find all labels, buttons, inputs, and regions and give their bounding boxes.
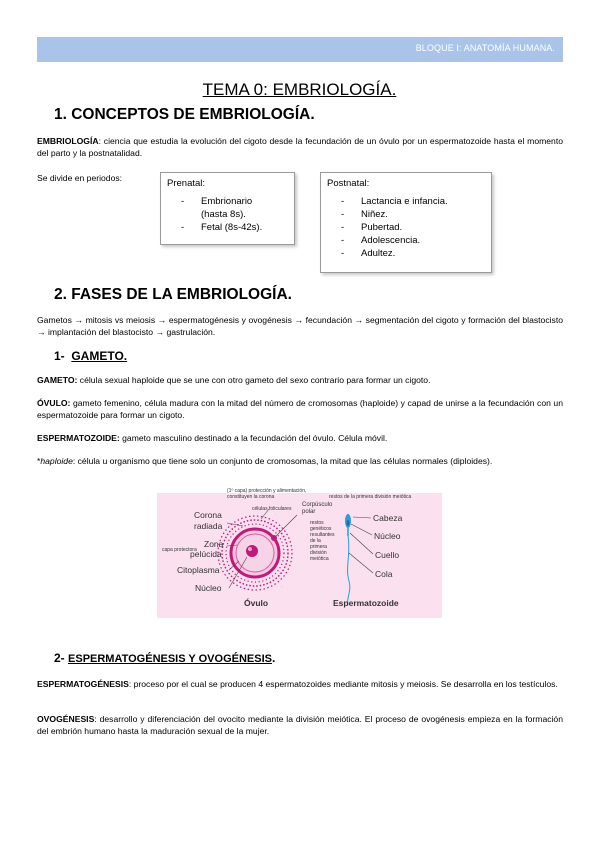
label-capa-protectora: capa protectora bbox=[162, 547, 197, 553]
page-title: TEMA 0: EMBRIOLOGÍA. bbox=[202, 80, 397, 99]
subheading-espermatogenesis bbox=[54, 651, 275, 665]
ovogenesis-text: : desarrollo y diferenciación del ovocito mediante la división meiótica. El proceso de ovogénesis empieza en la formación del embrión humano hasta la maduración sexual de la mujer. bbox=[37, 714, 563, 736]
prenatal-title: Prenatal: bbox=[167, 178, 206, 189]
postnatal-item: - Niñez. bbox=[341, 208, 448, 221]
espermatogenesis-text: : proceso por el cual se producen 4 espermatozoides mediante mitosis y meiosis. Se desarrolla en los testículos. bbox=[128, 679, 558, 689]
label-nucleo-ovulo: Núcleo bbox=[195, 583, 222, 593]
espermatozoide-text: gameto masculino destinado a la fecundación del óvulo. Célula móvil. bbox=[119, 433, 388, 443]
label-corona: Corona bbox=[194, 510, 222, 520]
postnatal-list bbox=[341, 195, 448, 260]
haploide-note bbox=[37, 455, 563, 467]
prenatal-item-cont: (hasta 8s). bbox=[201, 209, 246, 220]
espermatogenesis-definition bbox=[37, 678, 563, 690]
label-cuello: Cuello bbox=[375, 550, 400, 560]
gamete-figure bbox=[157, 488, 442, 618]
subheading-title: GAMETO. bbox=[71, 349, 128, 363]
subheading-gameto bbox=[54, 349, 127, 363]
prenatal-box bbox=[160, 172, 295, 245]
label-ovulo: Óvulo bbox=[244, 598, 269, 608]
label-cola: Cola bbox=[375, 569, 393, 579]
figure-top-note: (1º capa) protección y alimentación, bbox=[227, 488, 307, 494]
gameto-text: célula sexual haploide que se une con otro gameto del sexo contrario para formar un cigoto. bbox=[77, 375, 431, 385]
embriologia-text: : ciencia que estudia la evolución del cigoto desde la fecundación de un óvulo por un espermatozoide hasta el momento del parto y la postnatalidad. bbox=[37, 136, 563, 158]
label-celulas-foliculares: células foliculares bbox=[252, 506, 292, 512]
header-label: BLOQUE I: ANATOMÍA HUMANA. bbox=[415, 43, 555, 53]
figure-top-note-2: constituyen la corona bbox=[227, 494, 275, 500]
sperm-cell bbox=[345, 514, 351, 605]
postnatal-title: Postnatal: bbox=[327, 178, 370, 189]
subheading-title: ESPERMATOGÉNESIS Y OVOGÉNESIS bbox=[68, 653, 272, 665]
phases-text: Gametos → mitosis vs meiosis → espermatogénesis y ovogénesis → fecundación → segmentación del cigoto y formación del blastocisto → implantación del blastocisto → gastrulación. bbox=[37, 315, 563, 337]
subheading-number: 1- bbox=[54, 349, 65, 363]
postnatal-box bbox=[320, 172, 492, 273]
ovogenesis-definition bbox=[37, 713, 563, 737]
prenatal-item: - Fetal (8s-42s). bbox=[181, 221, 262, 234]
label-radiada: radiada bbox=[194, 521, 223, 531]
label-espermatozoide: Espermatozoide bbox=[333, 598, 399, 608]
label-zona: Zona bbox=[204, 539, 224, 549]
label-cabeza: Cabeza bbox=[373, 513, 403, 523]
haploide-text: : célula u organismo que tiene solo un conjunto de cromosomas, la mitad que las células normales (diploides). bbox=[72, 456, 493, 466]
subheading-number: 2- bbox=[54, 651, 65, 665]
gameto-definition bbox=[37, 374, 563, 386]
label-pelucida: pelúcida bbox=[190, 549, 222, 559]
label-restos-geneticos: restos genéticos resultantes de la primera división meiótica bbox=[310, 520, 335, 562]
ovogenesis-term: OVOGÉNESIS bbox=[37, 714, 95, 724]
embriologia-definition bbox=[37, 135, 563, 159]
postnatal-item: - Adolescencia. bbox=[341, 234, 448, 247]
gameto-term: GAMETO: bbox=[37, 375, 78, 385]
subheading-dot: . bbox=[271, 651, 276, 665]
label-restos: restos de la primera división meiótica bbox=[329, 494, 412, 500]
postnatal-item: - Adultez. bbox=[341, 247, 448, 260]
label-nucleo-esperm: Núcleo bbox=[374, 531, 401, 541]
ovulo-definition bbox=[37, 397, 563, 421]
espermatozoide-definition bbox=[37, 432, 563, 444]
label-polar: polar bbox=[302, 509, 316, 515]
label-citoplasma: Citoplasma bbox=[177, 565, 220, 575]
prenatal-item: - Embrionario bbox=[181, 195, 262, 208]
sperm-tail bbox=[348, 536, 350, 605]
haploide-term: haploide bbox=[40, 456, 73, 466]
section2-heading: 2. FASES DE LA EMBRIOLOGÍA. bbox=[54, 286, 292, 303]
prenatal-list bbox=[181, 195, 262, 234]
header-bar bbox=[37, 37, 563, 62]
embriologia-term: EMBRIOLOGÍA bbox=[37, 136, 99, 146]
ovulo-term: ÓVULO: bbox=[37, 398, 71, 408]
label-corpusculo: Corpúsculo bbox=[302, 502, 333, 508]
ovulo-text: gameto femenino, célula madura con la mitad del número de cromosomas (haploide) y capad de unirse a la fecundación con un espermatozoide para formar un cigoto. bbox=[37, 398, 563, 420]
postnatal-item: - Pubertad. bbox=[341, 221, 448, 234]
divide-label: Se divide en periodos: bbox=[37, 173, 123, 183]
espermatogenesis-term: ESPERMATOGÉNESIS bbox=[37, 679, 129, 689]
postnatal-item: - Lactancia e infancia. bbox=[341, 195, 448, 208]
section1-heading: 1. CONCEPTOS DE EMBRIOLOGÍA. bbox=[54, 106, 315, 123]
haploide-prefix: * bbox=[37, 456, 41, 466]
espermatozoide-term: ESPERMATOZOIDE: bbox=[37, 433, 120, 443]
ovum-nucleus bbox=[246, 545, 258, 557]
